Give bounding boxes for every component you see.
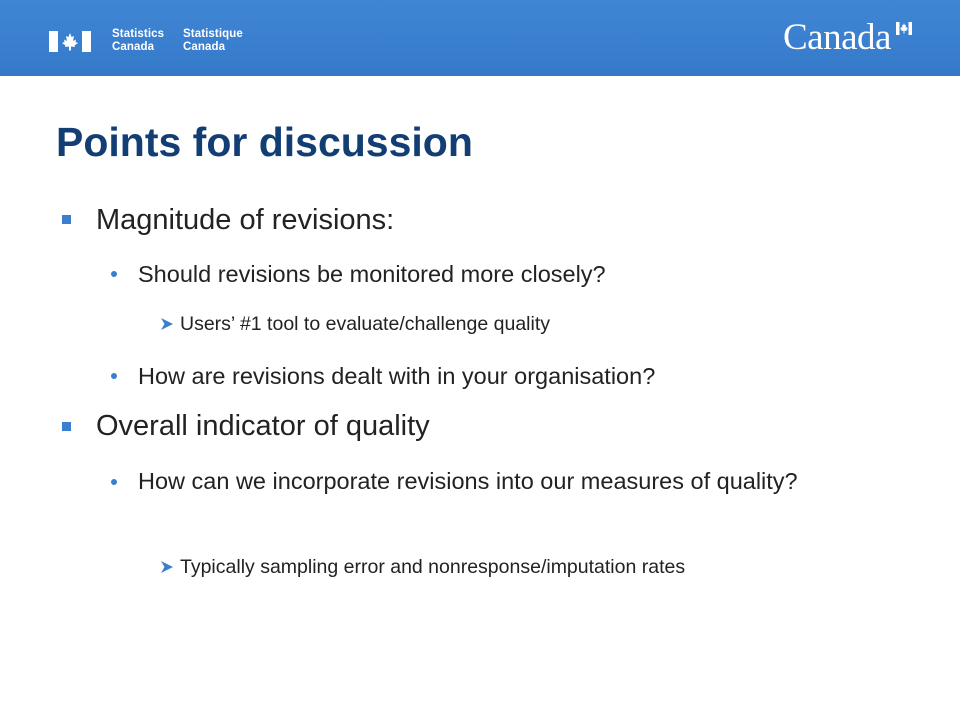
arrow-bullet-icon [160, 317, 174, 331]
org-name-english-line2: Canada [112, 41, 155, 53]
slide-title: Points for discussion [56, 119, 473, 165]
bullet-level3-item: Typically sampling error and nonresponse/imputation rates [180, 556, 686, 578]
square-bullet-icon [62, 215, 71, 224]
bullet-level3-item: Users’ #1 tool to evaluate/challenge quality [180, 313, 551, 335]
canada-wordmark [783, 18, 913, 58]
dot-bullet-icon [111, 271, 117, 277]
org-name-english [112, 28, 164, 54]
square-bullet-icon [62, 422, 71, 431]
org-name-french-line1: Statistique [183, 28, 243, 40]
bullet-level2-item: How are revisions dealt with in your organisation? [138, 363, 656, 389]
canada-wordmark-text: Canada [783, 17, 891, 58]
org-name-english-line1: Statistics [112, 28, 165, 40]
arrow-bullet-icon [160, 560, 174, 574]
canada-flag-icon [49, 31, 91, 52]
header-bar [0, 0, 960, 76]
bullet-level2-item: How can we incorporate revisions into our measures of quality? [138, 468, 798, 494]
bullet-level1-item: Magnitude of revisions: [96, 204, 395, 236]
bullet-level2-item: Should revisions be monitored more closely? [138, 261, 606, 287]
wordmark-flag-icon [896, 22, 912, 35]
dot-bullet-icon [111, 479, 117, 485]
dot-bullet-icon [111, 373, 117, 379]
org-name-french-line2: Canada [183, 41, 226, 53]
bullet-level1-item: Overall indicator of quality [96, 410, 430, 442]
org-name-french [183, 28, 243, 54]
